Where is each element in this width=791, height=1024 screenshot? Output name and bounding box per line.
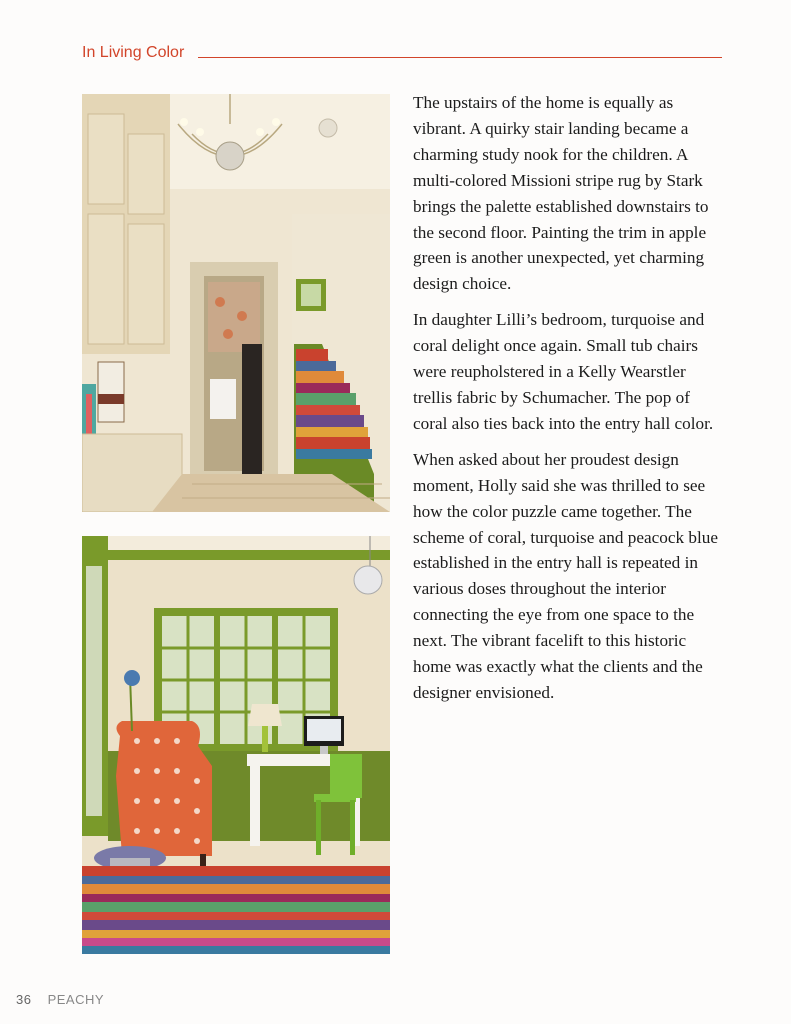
photo-stair-landing	[82, 94, 390, 512]
page-number: 36	[16, 992, 32, 1007]
section-header	[82, 42, 722, 68]
article-paragraph: The upstairs of the home is equally as vibrant. A quirky stair landing became a charming study nook for the children. A multi-colored Missioni stripe rug by Stark brings the palette established downstairs to the second floor. Painting the trim in apple green is another unexpected, yet charming design choice.	[413, 93, 709, 294]
photo-study-nook-illustration	[82, 536, 390, 954]
header-rule	[198, 57, 722, 58]
article-paragraph: When asked about her proudest design moment, Holly said she was thrilled to see how the color puzzle came together. The scheme of coral, turquoise and peacock blue established in the entry hall is repeated in various doses throughout the interior connecting the eye from one space to the next. The vibrant facelift to this historic home was exactly what the clients and the designer envisioned.	[413, 449, 718, 702]
section-title: In Living Color	[82, 44, 185, 61]
article-body	[413, 90, 727, 716]
article-paragraph: In daughter Lilli’s bedroom, turquoise and coral delight once again. Small tub chairs were reupholstered in a Kelly Wearstler trellis fabric by Schumacher. The pop of coral also ties back into the entry hall color.	[413, 310, 714, 433]
photo-stair-landing-illustration	[82, 94, 390, 512]
publication-name: PEACHY	[47, 992, 105, 1007]
photo-study-nook	[82, 536, 390, 954]
page-footer	[16, 992, 104, 1007]
